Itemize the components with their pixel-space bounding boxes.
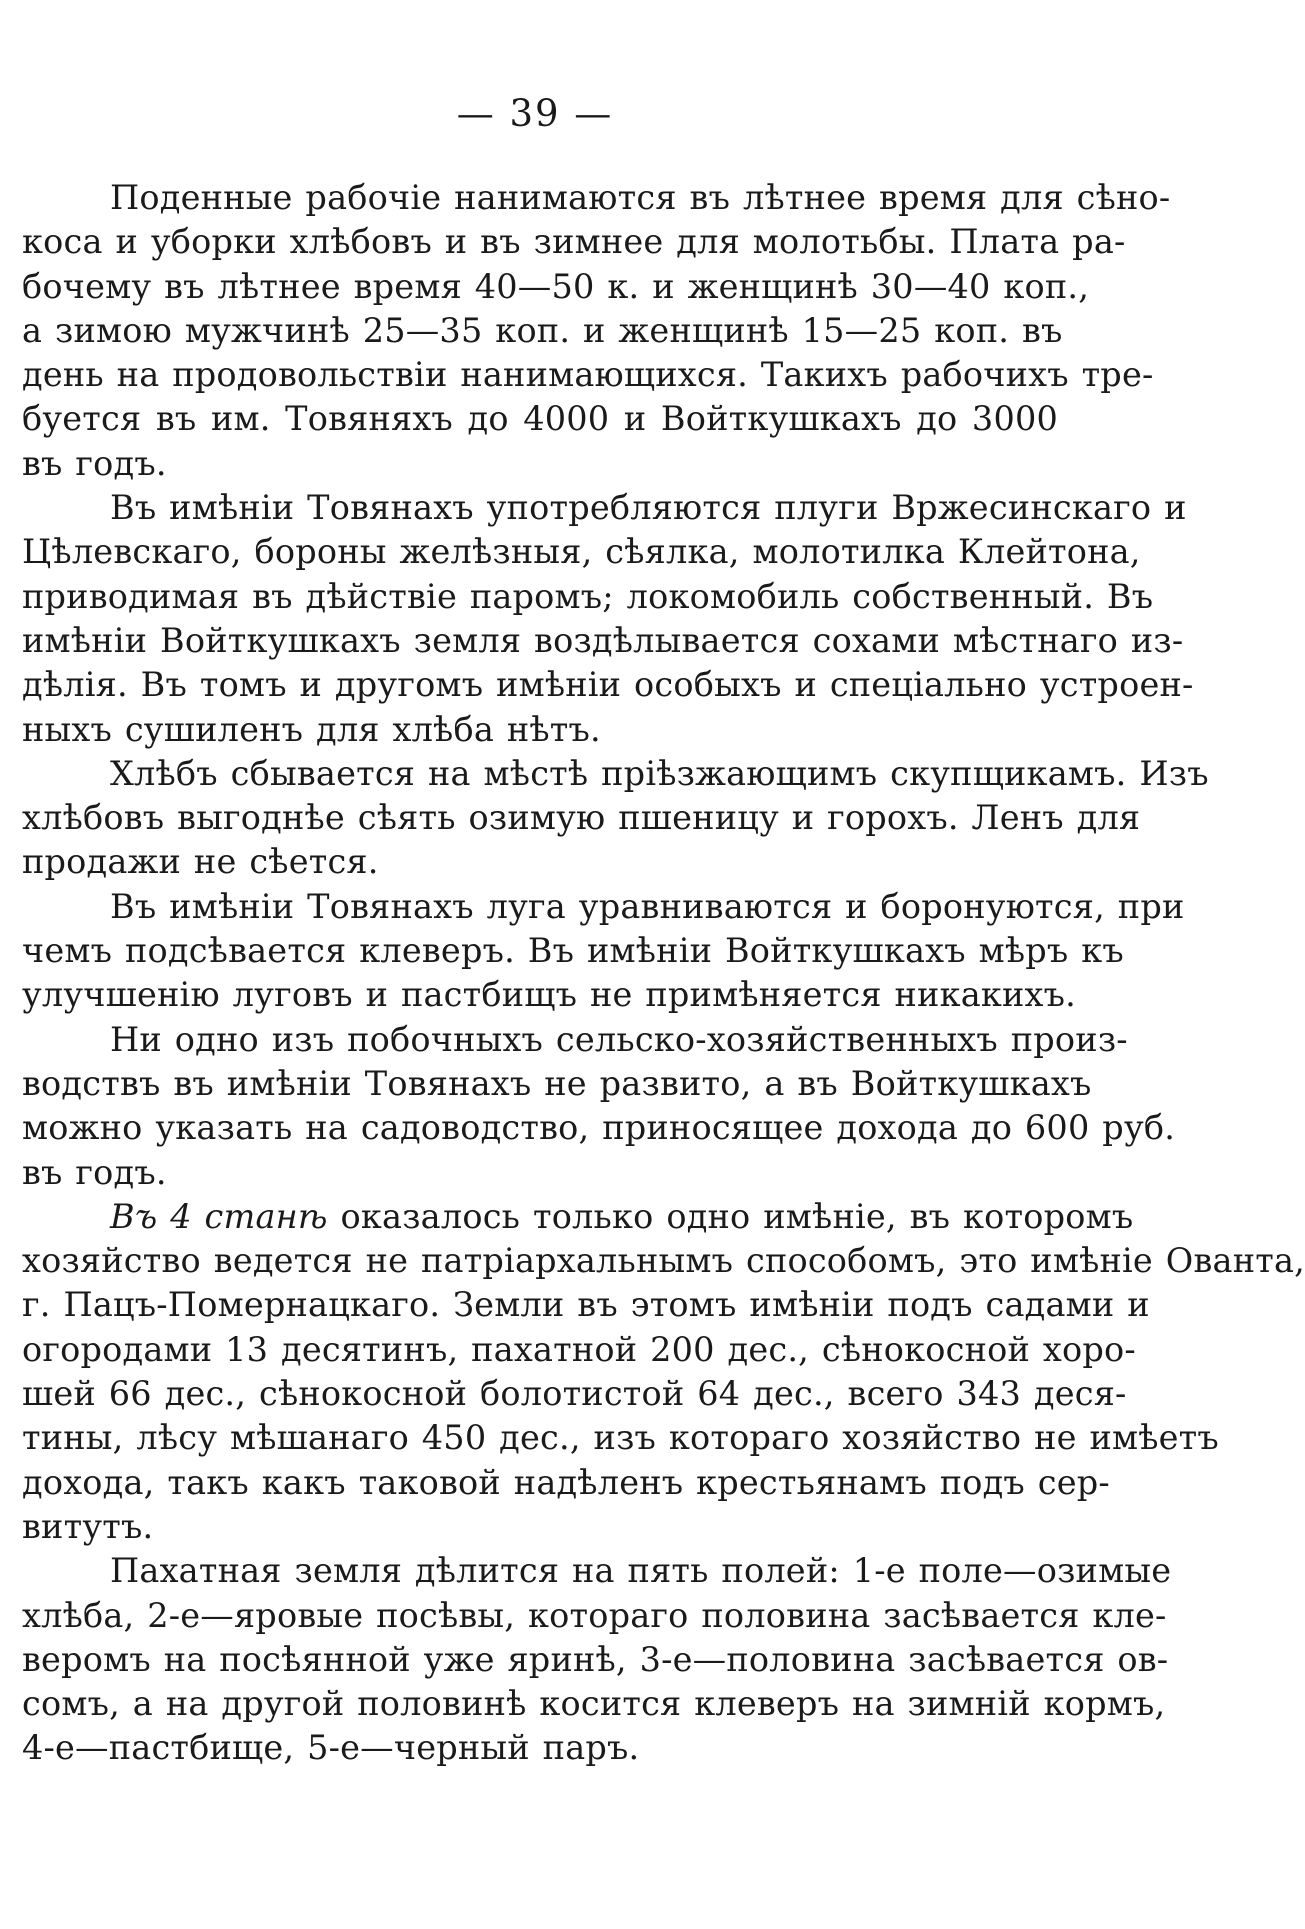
text-line: Цѣлевскаго, бороны желѣзныя, сѣялка, молотилка Клейтона,	[22, 532, 1141, 572]
text-line: витутъ.	[22, 1506, 154, 1546]
text-line: дѣлія. Въ томъ и другомъ имѣніи особыхъ и спеціально устроен-	[22, 665, 1194, 705]
text-line: огородами 13 десятинъ, пахатной 200 дес., сѣнокосной хоро-	[22, 1329, 1136, 1369]
text-line-with-italic-lead	[22, 1195, 1134, 1239]
text-line: Въ имѣніи Товянахъ луга уравниваются и боронуются, при	[110, 886, 1185, 926]
text-line-rest: оказалось только одно имѣніе, въ которомъ	[327, 1196, 1134, 1236]
text-line: тины, лѣсу мѣшанаго 450 дес., изъ котораго хозяйство не имѣетъ	[22, 1418, 1219, 1458]
text-line: шей 66 дес., сѣнокосной болотистой 64 дес., всего 343 деся-	[22, 1374, 1127, 1414]
text-line: 4-е—пастбище, 5-е—черный паръ.	[22, 1728, 640, 1768]
text-line: имѣніи Войткушкахъ земля воздѣлывается сохами мѣстнаго из-	[22, 620, 1184, 660]
body-text	[22, 176, 1305, 1771]
text-line: чемъ подсѣвается клеверъ. Въ имѣніи Войткушкахъ мѣръ къ	[22, 931, 1124, 971]
text-line: Поденные рабочіе нанимаются въ лѣтнее время для сѣно-	[110, 178, 1171, 217]
text-line: въ годъ.	[22, 443, 167, 483]
text-line: хлѣбовъ выгоднѣе сѣять озимую пшеницу и горохъ. Ленъ для	[22, 798, 1141, 838]
text-line: хозяйство ведется не патріархальнымъ способомъ, это имѣніе Ованта,	[22, 1241, 1305, 1281]
text-line: а зимою мужчинѣ 25—35 коп. и женщинѣ 15—25 коп. въ	[22, 310, 1063, 350]
text-line: коса и уборки хлѣбовъ и въ зимнее для молотьбы. Плата ра-	[22, 222, 1126, 262]
text-line: бочему въ лѣтнее время 40—50 к. и женщинѣ 30—40 коп.,	[22, 266, 1090, 306]
text-line: ныхъ сушиленъ для хлѣба нѣтъ.	[22, 709, 601, 749]
text-line: день на продовольствіи нанимающихся. Такихъ рабочихъ тре-	[22, 355, 1154, 395]
text-line: Въ имѣніи Товянахъ употребляются плуги Вржесинскаго и	[110, 488, 1187, 528]
text-line: Ни одно изъ побочныхъ сельско-хозяйственныхъ произ-	[110, 1019, 1128, 1059]
text-line: г. Пацъ-Помернацкаго. Земли въ этомъ имѣніи подъ садами и	[22, 1285, 1150, 1325]
page-number: — 39 —	[456, 92, 614, 135]
text-line: Пахатная земля дѣлится на пять полей: 1-е поле—озимые	[110, 1551, 1172, 1591]
text-line: хлѣба, 2-е—яровые посѣвы, котораго половина засѣвается кле-	[22, 1595, 1167, 1635]
italic-lead: Въ 4 станѣ	[110, 1196, 328, 1236]
text-line: Хлѣбъ сбывается на мѣстѣ пріѣзжающимъ скупщикамъ. Изъ	[110, 753, 1209, 793]
text-line: можно указать на садоводство, приносящее дохода до 600 руб.	[22, 1108, 1176, 1148]
text-line: сомъ, а на другой половинѣ косится клеверъ на зимній кормъ,	[22, 1684, 1166, 1724]
text-line: въ годъ.	[22, 1152, 167, 1192]
text-line: продажи не сѣется.	[22, 842, 379, 882]
text-line: буется въ им. Товяняхъ до 4000 и Войткушкахъ до 3000	[22, 399, 1058, 439]
text-line: веромъ на посѣянной уже яринѣ, 3-е—половина засѣвается ов-	[22, 1639, 1169, 1679]
text-line: дохода, такъ какъ таковой надѣленъ крестьянамъ подъ сер-	[22, 1462, 1110, 1502]
text-line: улучшенію луговъ и пастбищъ не примѣняется никакихъ.	[22, 975, 1076, 1015]
text-line: приводимая въ дѣйствіе паромъ; локомобиль собственный. Въ	[22, 576, 1154, 616]
text-line: водствъ въ имѣніи Товянахъ не развито, а въ Войткушкахъ	[22, 1063, 1092, 1103]
